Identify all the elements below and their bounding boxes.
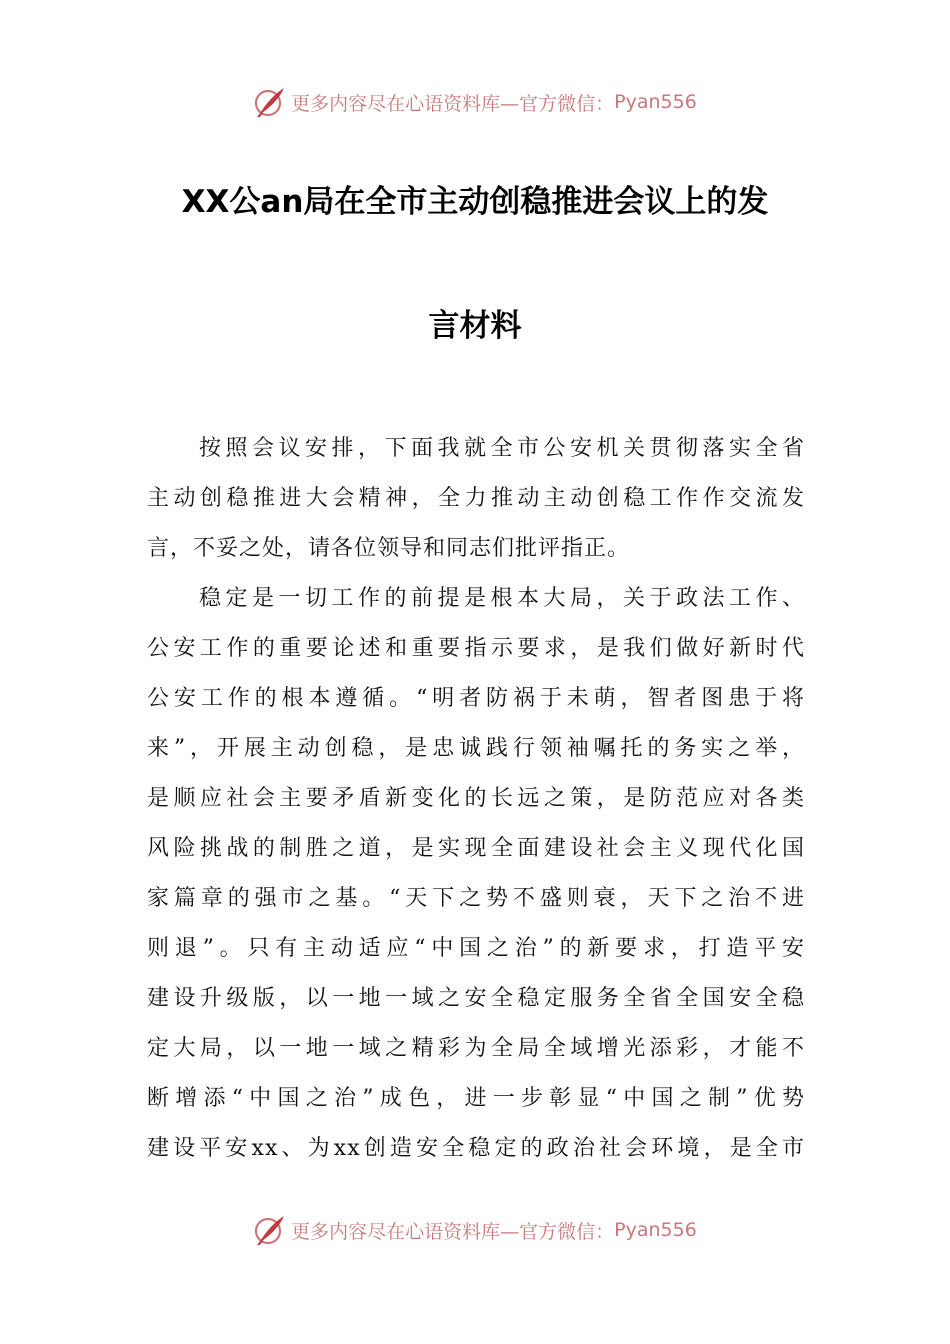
body-line: 来”，开展主动创稳，是忠诚践行领袖嘱托的务实之举， (147, 736, 805, 761)
document-title-line-2: 言材料 (428, 308, 522, 344)
body-line: 定大局，以一地一域之精彩为全局全域增光添彩，才能不 (147, 1036, 805, 1061)
watermark-text: 更多内容尽在心语资料库—官方微信： (291, 92, 615, 115)
body-line: 断增添“中国之治”成色，进一步彰显“中国之制”优势 (147, 1086, 805, 1111)
body-line: 公安工作的重要论述和重要指示要求，是我们做好新时代 (147, 636, 805, 661)
body-line: 是顺应社会主要矛盾新变化的长远之策，是防范应对各类 (147, 786, 805, 811)
watermark-text: 更多内容尽在心语资料库—官方微信： (291, 1220, 615, 1243)
document-body (147, 424, 805, 1174)
body-line: 建设平安xx、为xx创造安全稳定的政治社会环境，是全市 (147, 1136, 805, 1161)
footer-watermark (0, 1208, 950, 1252)
body-line: 建设升级版，以一地一域之安全稳定服务全省全国安全稳 (147, 986, 805, 1011)
body-line: 稳定是一切工作的前提是根本大局，关于政法工作、 (199, 586, 805, 611)
header-watermark (0, 80, 950, 124)
quill-circle-logo-icon (253, 85, 287, 119)
body-line: 风险挑战的制胜之道，是实现全面建设社会主义现代化国 (147, 836, 805, 861)
watermark-wechat-id: Pyan556 (614, 91, 697, 113)
body-line: 言，不妥之处，请各位领导和同志们批评指正。 (147, 536, 631, 561)
body-line: 公安工作的根本遵循。“明者防祸于未萌，智者图患于将 (147, 686, 805, 711)
body-line: 则退”。只有主动适应“中国之治”的新要求，打造平安 (147, 936, 805, 961)
body-line: 按照会议安排，下面我就全市公安机关贯彻落实全省 (199, 436, 805, 461)
body-line: 主动创稳推进大会精神，全力推动主动创稳工作作交流发 (147, 486, 805, 511)
document-title-line-1: XX公an局在全市主动创稳推进会议上的发 (181, 184, 769, 220)
watermark-wechat-id: Pyan556 (614, 1219, 697, 1241)
body-line: 家篇章的强市之基。“天下之势不盛则衰，天下之治不进 (147, 886, 805, 911)
quill-circle-logo-icon (253, 1213, 287, 1247)
